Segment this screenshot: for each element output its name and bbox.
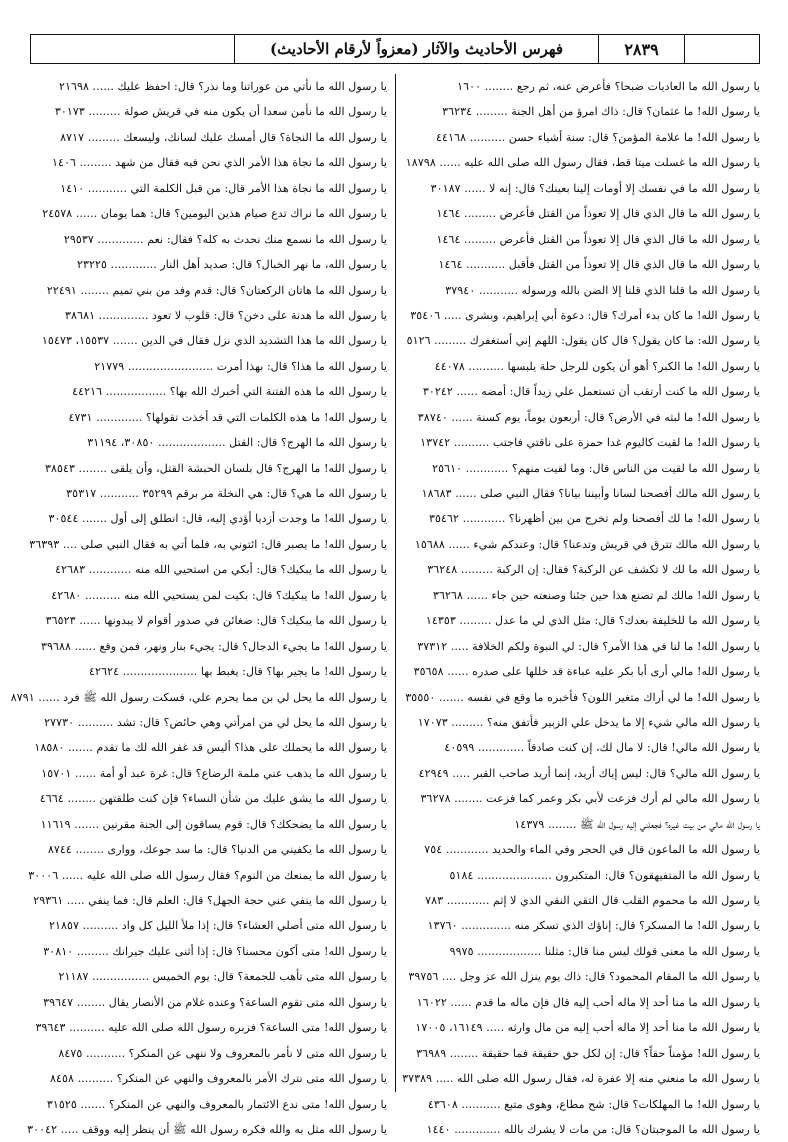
header-title-cell: [235, 35, 599, 63]
index-entry: يا رسول الله ما الموجبتان؟ قال: من مات لا يشرك بالله ............. ١٤٤٠: [426, 1122, 760, 1136]
index-entry: يا رسول الله، ما نهر الخبال؟ قال: صديد أهل النار ............. ٢٣٢٢٥: [76, 258, 387, 272]
index-entry: يا رسول الله! ما وجدت أزديا أؤدي إليه، قال: انطلق إلى أول ....... ٣٠٥٤٤: [48, 512, 387, 526]
index-entry: يا رسول الله! ما يجيء الدجال؟ قال: يجيء بنار ونهر، فمن وقع ...... ٣٩٦٨٨: [40, 639, 387, 653]
index-entry: يا رسول الله ما يحملك على هذا؟ أليس قد غفر الله لك ما تقدم ....... ١٨٥٨٠: [34, 741, 387, 755]
index-entry: يا رسول الله مالك تترق في قريش وتدعنا؟ قال: وعندكم شيء ...... ١٥٦٨٨: [414, 537, 760, 551]
index-entry: يا رسول الله ما غسلت ميتا قط، فقال رسول الله صلى الله عليه ...... ١٨٧٩٨: [405, 156, 760, 170]
right-column: [395, 74, 760, 1136]
index-entry: يا رسول الله ما نجاة هذا الأمر قال: من قبل الكلمة التي ........... ١٤١٠: [60, 181, 387, 195]
index-entry: يا رسول الله! ما لبثه في الأرض؟ قال: أربعون يوماً، يوم كسنة ...... ٣٨٧٤٠: [417, 410, 760, 424]
index-entry: يا رسول الله! مؤمناً حقاً؟ قال: إن لكل حق حقيقة فما حقيقة ........ ٣٦٩٨٩: [416, 1046, 760, 1060]
index-entry: يا رسول الله ما يشق عليك من شأن النساء؟ فإن كنت طلقتهن ........ ٤٦٦٤: [39, 792, 387, 806]
index-entry: يا رسول الله ما يحل لي بن مما يحرم علي، فسكت رسول الله ﷺ فرد ...... ٨٧٩١: [10, 690, 387, 704]
index-entry: يا رسول الله! ما المهلكات؟ قال: شح مطاع، وهوى متبع ........... ٤٣٦٠٨: [427, 1097, 760, 1111]
index-entry: يا رسول الله مالي؟ قال: ليس إياك أريد، إنما أريد صاحب القبر ..... ٤٢٩٤٩: [418, 766, 760, 780]
running-title: فهرس الأحاديث والآثار (معزواً لأرقام الأحاديث): [269, 40, 563, 58]
column-divider: [395, 74, 396, 1092]
index-entry: يا رسول الله! ما هذه الكلمات التي قد أخذت تقولها؟ ............. ٤٧٣١: [68, 410, 387, 424]
index-entry: يا رسول الله ما للخليفة بعدك؟ قال: مثل الذي لي ما عدل ......... ١٤٣٥٣: [425, 614, 760, 628]
index-entry: يا رسول الله! متى أكون محسنا؟ قال: إذا أثنى عليك جيرانك ......... ٣٠٨١٠: [43, 944, 387, 958]
index-entry: يا رسول الله ما هذا التشديد الذي نزل فقال في الدين ....... ١٥٥٣٧، ١٥٤٧٣: [41, 334, 387, 348]
index-entry: يا رسول الله! ما الكبر؟ أهو أن يكون للرجل حلة يلبسها .......... ٤٤٠٧٨: [434, 359, 760, 373]
index-entry: يا رسول الله مالي! قال: لا مال لك، إن كنت صادقاً ............. ٤٠٥٩٩: [444, 741, 760, 755]
index-entry: يا رسول الله! ما الهرج؟ قال بلسان الحبشة القتل، وأن يلقى ........ ٣٨٥٤٣: [44, 461, 387, 475]
index-entry: يا رسول الله! متى الساعة؟ فزبره رسول الله صلى الله عليه .......... ٣٩٦٤٣: [35, 1021, 387, 1035]
index-entry: يا رسول الله ما لقيت من الناس قال: وما لقيت منهم؟ ............ ٢٥٦١٠: [432, 461, 760, 475]
page-number: ٢٨٣٩: [624, 39, 659, 59]
index-entry: يا رسول الله ما قال الذي قال إلا تعوذاً من القتل فأعرض ......... ١٤٦٤: [436, 207, 760, 221]
index-entry: يا رسول الله مالي من بيت غيره؟ فجعلني إليه رسول الله ﷺ ........ ١٤٣٧٩: [514, 817, 760, 831]
index-entry: يا رسول الله متى أصلي العشاء؟ قال: إذا ملأ الليل كل واد .......... ٢١٨٥٧: [49, 919, 387, 933]
index-entry: يا رسول الله ما يضحكك؟ قال: قوم يساقون إلى الجنة مقرنين ....... ١١٦١٩: [40, 817, 387, 831]
index-entry: يا رسول الله ما نراك تدع صيام هذين اليومين؟ قال: هما يومان ...... ٢٤٥٧٨: [42, 207, 387, 221]
index-entry: يا رسول الله ما محموم القلب قال التقي النقي الذي لا إثم ............ ٧٨٣: [425, 894, 760, 907]
index-entry: يا رسول الله! ما لقيت كاليوم غدا حمزة على ناقتي فاجتب .......... ١٣٧٤٢: [420, 436, 760, 450]
index-columns: [10, 74, 760, 1136]
index-entry: يا رسول الله ما في نفسك إلا أومات إلينا بعينك؟ قال: إنه لا ...... ٣٠١٨٧: [430, 181, 760, 195]
index-entry: يا رسول الله ما المتفيهقون؟ قال: المتكبرون ..................... ٥١٨٤: [449, 868, 760, 882]
header-cell-left: [31, 35, 235, 63]
header-cell-right: [685, 35, 759, 63]
index-entry: يا رسول الله ما نسمع منك نحدث به كله؟ فقال: نعم ............. ٢٩٥٣٧: [63, 232, 387, 246]
index-entry: يا رسول الله متى تقوم الساعة؟ وعنده غلام من الأنصار يقال ........ ٣٩٦٤٧: [43, 995, 387, 1009]
index-entry: يا رسول الله! ما لنا في هذا الأمر؟ قال: لي النبوة ولكم الخلافة ..... ٣٧٣١٢: [417, 639, 760, 653]
index-entry: يا رسول الله! ما يصبر قال: ائتوني به، فلما أتي به فقال النبي صلى .... ٣٦٣٩٣: [29, 537, 387, 551]
index-entry: يا رسول الله! ما يبكيك؟ قال: بكيت لمن يستحيي الله منه .......... ٤٢٦٨٠: [51, 588, 387, 602]
index-entry: يا رسول الله ما ينفي عني حجة الجهل؟ قال: العلم قال: فما ينفي ..... ٢٩٣٦١: [33, 894, 387, 907]
index-entry: يا رسول الله ما الهرج؟ قال: القتل ................... ٣٠٨٥٠، ٣١١٩٤: [87, 436, 387, 450]
index-entry: يا رسول الله متى لا نأمر بالمعروف ولا ننهى عن المنكر؟ ........... ٨٤٧٥: [58, 1046, 387, 1060]
index-entry: يا رسول الله ما هذا؟ قال: بهذا أمرت ........................ ٢١٧٧٩: [94, 359, 387, 373]
index-entry: يا رسول الله ما يمنعك من النوم؟ فقال رسول الله صلى الله عليه ...... ٣٠٠٠٦: [28, 868, 387, 882]
index-entry: يا رسول الله مالي لم أرك فزعت لأبي بكر وعمر كما فزعت ........ ٣٦٢٧٨: [420, 792, 760, 806]
index-entry: يا رسول الله! مالي أرى أبا بكر عليه عباءة قد خللها على صدره ...... ٣٥٦٥٨: [413, 665, 760, 679]
index-entry: يا رسول الله متى تأهب للجمعة؟ قال: يوم الخميس ................ ٢١١٨٧: [58, 970, 387, 984]
index-entry: يا رسول الله! ما لك أفصحنا ولم تخرج من بين أظهرنا؟ ............ ٣٥٤٦٢: [428, 512, 760, 526]
index-entry: يا رسول الله مالك أفصحنا لسانا وأبيننا بيانا؟ فقال النبي صلى ...... ١٨٦٨٣: [421, 487, 760, 500]
index-entry: يا رسول الله! ما يجير بها؟ قال: يغبط بها ..................... ٤٢٦٢٤: [89, 665, 387, 679]
index-entry: يا رسول الله ما معنى قولك ليس منا قال: مثلنا .................. ٩٩٧٥: [449, 944, 760, 958]
index-entry: يا رسول الله ما لك لا تكشف عن الركبة؟ فقال: إن الركبة ......... ٣٦٢٤٨: [427, 563, 760, 577]
header-page-cell: [599, 35, 685, 63]
index-entry: يا رسول الله! ما كان بدء أمرك؟ قال: دعوة أبي إبراهيم، وبشرى ..... ٣٥٤٠٦: [410, 308, 760, 322]
index-entry: يا رسول الله ما الماعون قال في الحجر وفي الماء والحديد ............ ٧٥٤: [424, 843, 760, 857]
index-entry: يا رسول الله ما النجاة؟ قال أمسك عليك لسانك، وليسعك ......... ٨٧١٧: [60, 130, 387, 144]
page-header: [30, 34, 760, 64]
index-entry: يا رسول الله ما منا أحد إلا ماله أحب إليه قال فإن ماله ما قدم ...... ١٦٠٢٢: [416, 995, 760, 1009]
index-entry: يا رسول الله ما هذه الفتنة التي أخبرك الله بها؟ ................. ٤٤٢١٦: [72, 385, 387, 399]
index-entry: يا رسول الله ما نجاة هذا الأمر الذي نحن فيه فقال من شهد ......... ١٤٠٦: [52, 156, 387, 170]
index-entry: يا رسول الله: ما كان يقول؟ قال كان يقول: اللهم إني أستغفرك ......... ٥١٢٦: [406, 334, 760, 348]
index-entry: يا رسول الله ما قلنا الذي قلنا إلا الضن بالله ورسوله ........... ٣٧٩٤٠: [445, 283, 760, 297]
index-entry: يا رسول الله متى نترك الأمر بالمعروف والنهي عن المنكر؟ .......... ٨٤٥٨: [50, 1072, 387, 1086]
index-entry: يا رسول الله مثل به والله فكره رسول الله ﷺ أن ينظر إليه ووقف ..... ٣٠٠٤٢: [27, 1122, 387, 1136]
index-entry: يا رسول الله! ما لي أراك متغير اللون؟ فأخبره ما وقع في نفسه ....... ٣٥٥٥٠: [405, 690, 760, 704]
index-entry: يا رسول الله ما يحل لي من امرأتي وهي حائض؟ قال: تشد .......... ٢٧٧٣٠: [44, 715, 387, 729]
index-entry: يا رسول الله ما العاديات ضبحا؟ فأعرض عنه، ثم رجع ........ ١٦٠٠: [457, 80, 760, 93]
index-entry: يا رسول الله ما منعني منه إلا عفرة له، فقال رسول الله صلى الله ..... ٣٧٣٨٩: [402, 1072, 760, 1086]
index-entry: يا رسول الله ما يبكيك؟ قال: أبكي من استحيي الله منه ............ ٤٢٦٨٣: [55, 563, 387, 577]
index-entry: يا رسول الله ما يبكيك؟ قال: ضغائن في صدور أقوام لا يبدونها ...... ٣٦٥٢٣: [45, 614, 387, 628]
index-entry: يا رسول الله ما كنت أرتقب أن تستعمل علي زيداً قال: أمضه ...... ٣٠٢٤٢: [422, 385, 760, 399]
index-entry: يا رسول الله! ما المسكر؟ قال: إناؤك الذي تسكر منه .............. ١٣٧٦٠: [427, 919, 760, 933]
index-entry: يا رسول الله ما يذهب عني ملمة الرضاع؟ قال: غرة عبد أو أمة ...... ١٥٧٠١: [41, 766, 387, 780]
index-entry: يا رسول الله! ما علامة المؤمن؟ قال: سنة أشياء حسن .......... ٤٤١٦٨: [436, 130, 760, 144]
index-entry: يا رسول الله ما هاتان الركعتان؟ قال: قدم وفد من بني تميم ........ ٢٢٤٩١: [46, 283, 387, 297]
index-entry: يا رسول الله ما نأمن سعدا أن يكون منه في قريش صولة ......... ٣٠١٧٣: [54, 105, 387, 119]
index-entry: يا رسول الله ما المقام المحمود؟ قال: ذاك يوم ينزل الله عز وجل .... ٣٩٧٥٦: [408, 970, 760, 984]
index-entry: يا رسول الله! مالك لم تصنع هذا حين جئنا وصنعته حين جاء ...... ٣٦٢٦٨: [433, 588, 760, 602]
index-entry: يا رسول الله! ما عثمان؟ قال: ذاك امرؤ من أهل الجنة ......... ٣٦٢٣٤: [442, 105, 760, 119]
index-entry: يا رسول الله! متى ندع الائتمار بالمعروف والنهي عن المنكر؟ ....... ٣١٥٢٥: [46, 1097, 387, 1111]
index-entry: يا رسول الله ما منا أحد إلا ماله أحب إليه من مال وارثه ..... ١٦١٤٩، ١٧٠٠٥: [415, 1021, 760, 1035]
index-entry: يا رسول الله ما قال الذي قال إلا تعوذاً من القتل فأعرض ......... ١٤٦٤: [436, 232, 760, 246]
index-entry: يا رسول الله ما هي؟ قال: هي النخلة مر برقم ٣٥٢٩٩ ........... ٣٥٣١٧: [66, 487, 387, 500]
page: [10, 34, 760, 1136]
left-column: [10, 74, 395, 1136]
index-entry: يا رسول الله ما يكفيني من الدنيا؟ قال: ما سد جوعك، ووارى ........ ٨٧٤٤: [47, 843, 387, 857]
index-entry: يا رسول الله مالي شيء إلا ما يدخل علي الزبير فأتفق منه؟ ......... ١٧٠٧٣: [417, 715, 760, 729]
index-entry: يا رسول الله ما هدنة على دخن؟ قال: قلوب لا تعود .............. ٣٨٦٨١: [65, 308, 387, 322]
index-entry: يا رسول الله ما قال الذي قال إلا تعوذاً من القتل فأقبل ........... ١٤٦٤: [438, 258, 760, 272]
index-entry: يا رسول الله ما نأتي من عوراتنا وما نذر؟ قال: احفظ عليك ...... ٢١٦٩٨: [58, 80, 387, 93]
